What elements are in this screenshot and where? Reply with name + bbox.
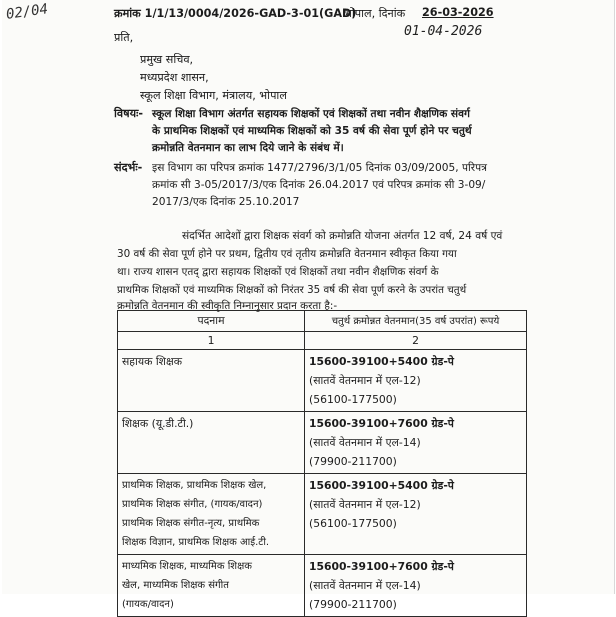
table-number-row [118,332,527,350]
reference-line: इस विभाग का परिपत्र क्रमांक 1477/2796/3/1/05 दिनांक 03/09/2005, परिपत्र [152,162,487,174]
place-date-label: भोपाल, दिनांक [344,7,406,20]
column-header-post: पदनाम [118,311,305,332]
pay-range: (79900-211700) [309,598,397,611]
post-cell [118,555,305,617]
post-line: प्राथमिक शिक्षक, प्राथमिक शिक्षक खेल, [122,480,267,491]
column-number: 1 [118,332,305,350]
post-line: सहायक शिक्षक [122,355,182,368]
pay-cell [305,555,527,617]
pay-cell [305,412,527,474]
body-line: क्रमोन्नति वेतनमान की स्वीकृति निम्नानुसार प्रदान करता है:- [117,300,338,312]
pay-range: (79900-211700) [309,455,397,468]
body-line: प्राथमिक शिक्षकों एवं माध्यमिक शिक्षकों को निरंतर 35 वर्ष की सेवा पूर्ण करने के उपरांत चतुर्थ [117,284,467,296]
post-cell [118,412,305,474]
pay-scale-table [117,310,527,617]
pay-level: (सातवें वेतनमान में एल-14) [309,579,421,592]
pay-scale: 15600-39100+7600 ग्रेड-पे [309,417,454,430]
recipient-line: स्कूल शिक्षा विभाग, मंत्रालय, भोपाल [140,89,287,102]
post-cell [118,474,305,555]
post-line: प्राथमिक शिक्षक संगीत, (गायक/वादन) [122,499,263,510]
post-line: शिक्षक विज्ञान, प्राथमिक शिक्षक आई.टी. [122,537,270,548]
table-row [118,350,527,412]
post-line: प्राथमिक शिक्षक संगीत-नृत्य, प्राथमिक [122,518,260,529]
subject-label: विषयः- [114,107,143,120]
post-line: खेल, माध्यमिक शिक्षक संगीत [122,580,229,591]
body-line: था। राज्य शासन एतद् द्वारा सहायक शिक्षकों एवं शिक्षकों तथा नवीन शैक्षणिक संवर्ग के [117,266,439,278]
reference-label: संदर्भः- [114,161,143,174]
post-line: शिक्षक (यू.डी.टी.) [122,417,194,430]
document-page [2,0,615,611]
body-line: 30 वर्ष की सेवा पूर्ण होने पर प्रथम, द्वितीय एवं तृतीय क्रमोन्नति वेतनमान स्वीकृत किया गया [117,248,457,260]
printed-date: 26-03-2026 [422,6,494,19]
body-line: संदर्भित आदेशों द्वारा शिक्षक संवर्ग को क्रमोन्नति योजना अंतर्गत 12 वर्ष, 24 वर्ष एवं [182,230,503,242]
pay-range: (56100-177500) [309,517,397,530]
recipient-line: प्रमुख सचिव, [140,53,194,66]
post-line: (गायक/वादन) [122,599,174,610]
subject-line: क्रमोन्नति वेतनमान का लाभ दिये जाने के संबंध में। [152,142,344,154]
reference-line: 2017/3/एक दिनांक 25.10.2017 [152,196,300,208]
pay-level: (सातवें वेतनमान में एल-12) [309,374,421,387]
subject-line: स्कूल शिक्षा विभाग अंतर्गत सहायक शिक्षकों एवं शिक्षकों तथा नवीन शैक्षणिक संवर्ग [152,108,470,120]
table-row [118,555,527,617]
pay-scale: 15600-39100+5400 ग्रेड-पे [309,355,454,368]
post-line: माध्यमिक शिक्षक, माध्यमिक शिक्षक [122,561,252,572]
order-number: क्रमांक 1/1/13/0004/2026-GAD-3-01(GAD) [114,7,357,20]
pay-range: (56100-177500) [309,393,397,406]
table-row [118,412,527,474]
recipient-line: मध्यप्रदेश शासन, [140,71,209,84]
pay-cell [305,350,527,412]
column-header-pay: चतुर्थ क्रमोन्नत वेतनमान(35 वर्ष उपरांत) रूपये [305,311,527,332]
column-number: 2 [305,332,527,350]
pay-level: (सातवें वेतनमान में एल-12) [309,498,421,511]
post-cell [118,350,305,412]
table-row [118,474,527,555]
subject-line: के प्राथमिक शिक्षकों एवं माध्यमिक शिक्षकों को 35 वर्ष की सेवा पूर्ण होने पर चतुर्थ [152,125,472,137]
pay-scale: 15600-39100+7600 ग्रेड-पे [309,560,454,573]
handwritten-date: 01-04-2026 [404,24,483,39]
pay-level: (सातवें वेतनमान में एल-14) [309,436,421,449]
recipient-prati: प्रति, [114,31,134,44]
pay-cell [305,474,527,555]
reference-line: क्रमांक सी 3-05/2017/3/एक दिनांक 26.04.2017 एवं परिपत्र क्रमांक सी 3-09/ [152,179,486,191]
table-header-row [118,311,527,332]
pay-scale: 15600-39100+5400 ग्रेड-पे [309,479,454,492]
handwritten-corner-note: 02/04 [5,1,50,23]
